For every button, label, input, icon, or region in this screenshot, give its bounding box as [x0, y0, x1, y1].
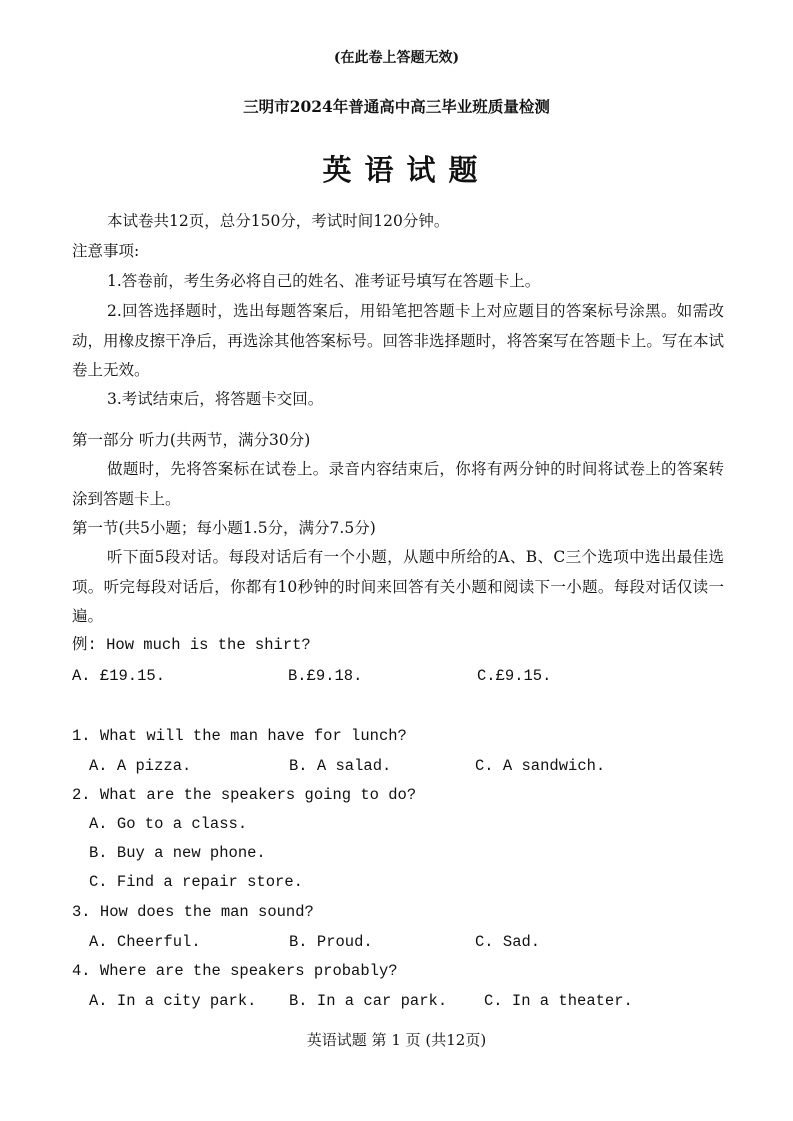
q2-option-a: A. Go to a class.	[89, 815, 248, 833]
q1-option-a: A. A pizza.	[89, 757, 192, 775]
example-option-a: A. £19.15.	[72, 667, 166, 685]
page-footer: 英语试题 第 1 页 (共12页)	[306, 1031, 487, 1049]
question-1-stem: 1. What will the man have for lunch?	[72, 727, 407, 745]
question-3-stem: 3. How does the man sound?	[72, 903, 314, 921]
q3-option-a: A. Cheerful.	[89, 933, 201, 951]
q2-option-c: C. Find a repair store.	[89, 873, 303, 891]
q1-option-b: B. A salad.	[289, 757, 392, 775]
question-4-options	[0, 990, 793, 1012]
notes-heading: 注意事项:	[72, 242, 140, 260]
example-question: 例: How much is the shirt?	[72, 636, 311, 654]
q3-option-b: B. Proud.	[289, 933, 373, 951]
q4-option-a: A. In a city park.	[89, 992, 257, 1010]
example-option-b: B.£9.18.	[288, 667, 363, 685]
part1-description: 做题时，先将答案标在试卷上。录音内容结束后，你将有两分钟的时间将试卷上的答案转涂到答题卡上。	[72, 460, 724, 508]
part1-heading: 第一部分 听力(共两节，满分30分)	[72, 431, 311, 449]
note-item-2: 2.回答选择题时，选出每题答案后，用铅笔把答题卡上对应题目的答案标号涂黑。如需改动，用橡皮擦干净后，再选涂其他答案标号。回答非选择题时，将答案写在答题卡上。写在本试卷上无效。	[72, 302, 724, 379]
notice-text: (在此卷上答题无效)	[333, 50, 460, 66]
section1-heading: 第一节(共5小题；每小题1.5分，满分7.5分)	[72, 519, 376, 537]
q1-option-c: C. A sandwich.	[475, 757, 606, 775]
example-option-c: C.£9.15.	[477, 667, 552, 685]
paper-title: 英语试题	[322, 153, 491, 187]
q4-option-c: C. In a theater.	[484, 992, 633, 1010]
exam-name: 三明市2024年普通高中高三毕业班质量检测	[243, 97, 550, 116]
question-1-options	[0, 755, 793, 777]
q4-option-b: B. In a car park.	[289, 992, 448, 1010]
note-item-3: 3.考试结束后，将答题卡交回。	[107, 390, 324, 408]
example-options	[0, 665, 793, 687]
note-item-1: 1.答卷前，考生务必将自己的姓名、准考证号填写在答题卡上。	[107, 272, 541, 290]
q3-option-c: C. Sad.	[475, 933, 541, 951]
q2-option-b: B. Buy a new phone.	[89, 844, 266, 862]
question-4-stem: 4. Where are the speakers probably?	[72, 962, 398, 980]
section1-description: 听下面5段对话。每段对话后有一个小题，从题中所给的A、B、C三个选项中选出最佳选项。听完每段对话后，你都有10秒钟的时间来回答有关小题和阅读下一小题。每段对话仅读一遍。	[72, 548, 724, 625]
exam-intro: 本试卷共12页，总分150分，考试时间120分钟。	[107, 212, 450, 230]
question-2-stem: 2. What are the speakers going to do?	[72, 786, 417, 804]
question-3-options	[0, 931, 793, 953]
